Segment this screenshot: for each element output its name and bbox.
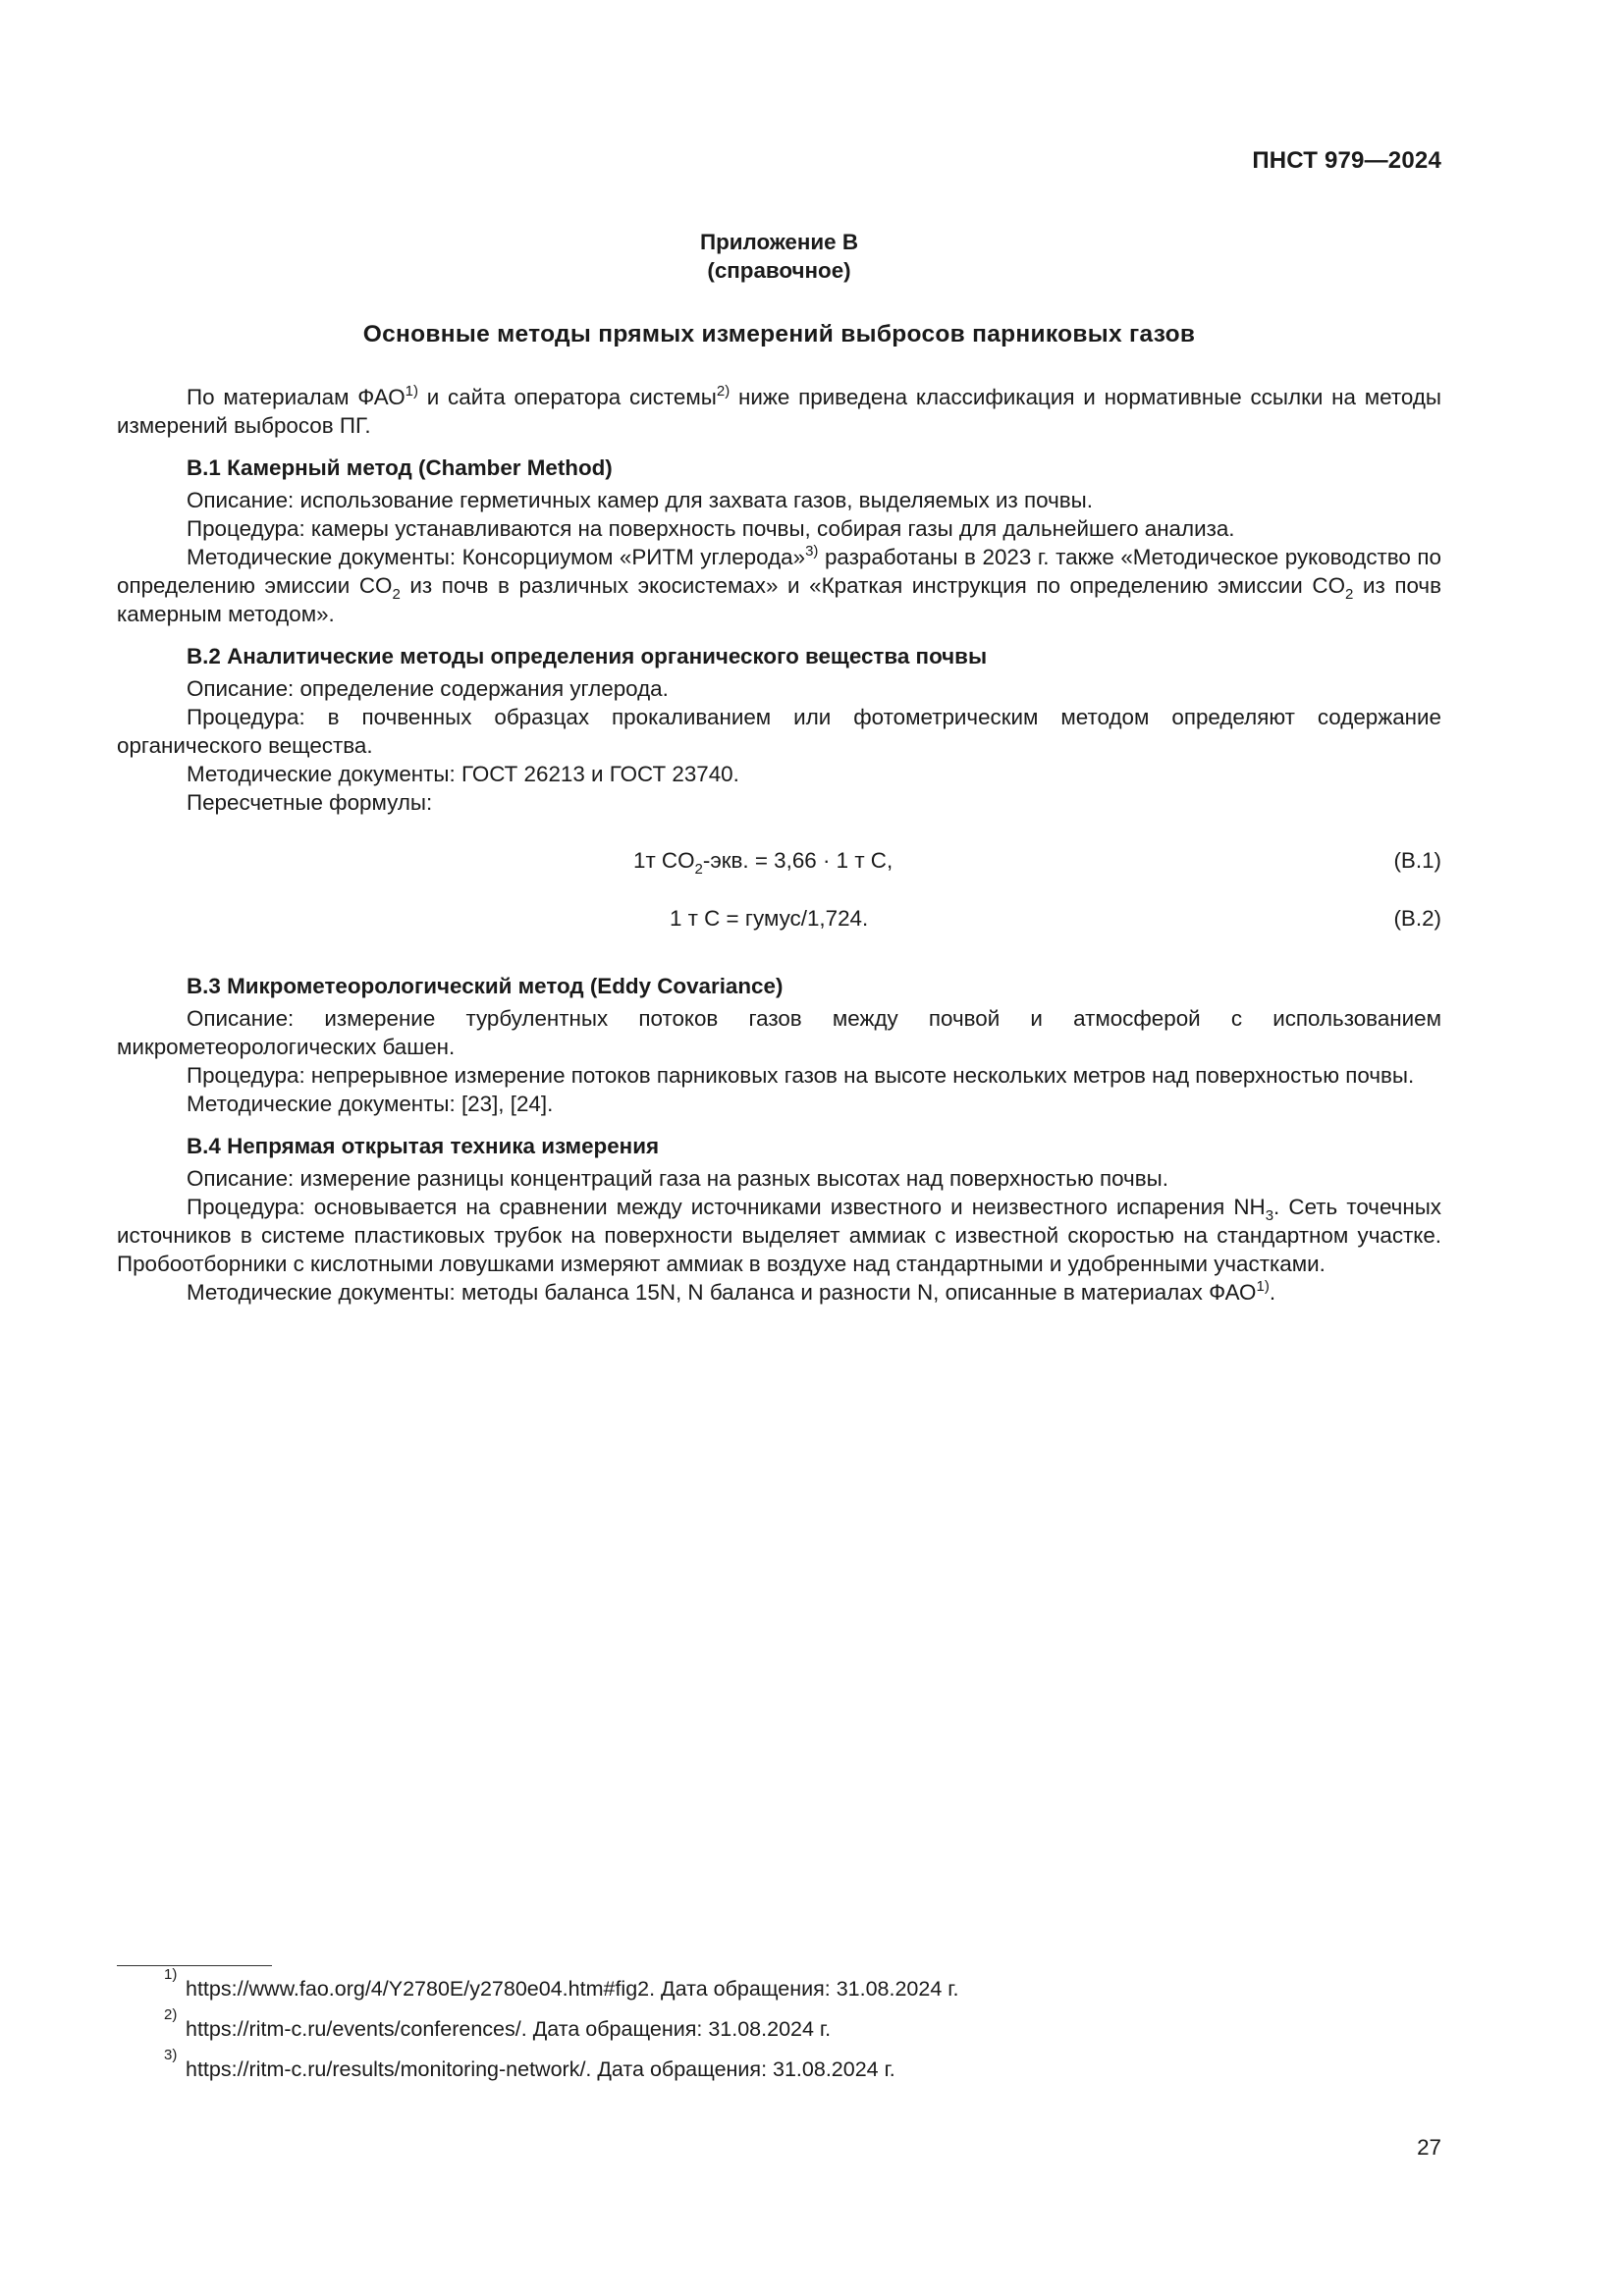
page-title: Основные методы прямых измерений выбросов парниковых газов	[362, 321, 1196, 347]
footnote-1: 1) https://www.fao.org/4/Y2780E/y2780e04.htm#fig2. Дата обращения: 31.08.2024 г.	[164, 1966, 959, 2001]
b2-description: Описание: определение содержания углерода.	[187, 676, 669, 701]
footnote-divider	[117, 1965, 272, 1966]
footnote-ref: 1)	[405, 383, 418, 400]
document-code: ПНСТ 979—2024	[1252, 147, 1441, 174]
formula-number: (В.2)	[1393, 906, 1441, 931]
b3-documents: Методические документы: [23], [24].	[187, 1092, 554, 1116]
b3-description: Описание: измерение турбулентных потоков газов между почвой и атмосферой с использованием микрометеорологических башен.	[117, 1006, 1441, 1059]
b1-procedure: Процедура: камеры устанавливаются на поверхность почвы, собирая газы для дальнейшего анализа.	[187, 516, 1235, 541]
b1-documents	[117, 543, 1441, 628]
b4-procedure-text-1: Процедура: основывается на сравнении между источниками известного и неизвестного испарения NH	[187, 1195, 1266, 1219]
b4-procedure	[117, 1193, 1441, 1278]
formula-expression	[633, 846, 893, 878]
b4-procedure-text-2: . Сеть точечных источников в системе пластиковых трубок на поверхности выделяет аммиак с известной скоростью на стандартном участке. Пробоотборники с кислотными ловушками измеряют аммиак в воздухе над стандартными и удобренными участками.	[117, 1195, 1441, 1276]
subscript: 2	[1345, 586, 1354, 603]
annex-title: Приложение В	[699, 230, 858, 254]
b1-docs-text-3: из почв в различных экосистемах» и «Краткая инструкция по определению эмиссии CO	[400, 573, 1346, 598]
intro-text-2: и сайта оператора системы	[417, 385, 717, 409]
b2-formulas-label: Пересчетные формулы:	[187, 790, 433, 815]
footnotes	[164, 1966, 1442, 2096]
b4-documents	[117, 1278, 1441, 1307]
b4-docs-text-1: Методические документы: методы баланса 15N, N баланса и разности N, описанные в материалах ФАО	[187, 1280, 1257, 1305]
page-number: 27	[1417, 2135, 1441, 2160]
b2-documents: Методические документы: ГОСТ 26213 и ГОСТ 23740.	[187, 762, 739, 786]
subscript: 3	[1265, 1207, 1274, 1224]
body-text	[117, 383, 1441, 1307]
b1-docs-text-2: разработаны в 2023 г. также «Методическое руководство по определению эмиссии CO	[117, 545, 1442, 598]
annex-type: (справочное)	[707, 258, 851, 283]
section-heading-b1: В.1 Камерный метод (Chamber Method)	[187, 455, 613, 480]
section-heading-b4: В.4 Непрямая открытая техника измерения	[187, 1134, 660, 1158]
annex-heading	[117, 228, 1441, 285]
formula-number: (В.1)	[1393, 848, 1441, 873]
intro-text-3: ниже приведена классификация и нормативные ссылки на методы измерений выбросов ПГ.	[117, 385, 1442, 438]
formula-expression: 1 т C = гумус/1,724.	[670, 906, 869, 931]
footnote-ref: 1)	[1256, 1278, 1270, 1295]
footnote-ref: 3)	[805, 543, 819, 560]
subscript: 2	[694, 861, 703, 878]
b3-procedure: Процедура: непрерывное измерение потоков парниковых газов на высоте нескольких метров над поверхностью почвы.	[187, 1063, 1415, 1088]
b1-description: Описание: использование герметичных камер для захвата газов, выделяемых из почвы.	[187, 488, 1093, 512]
b4-description: Описание: измерение разницы концентраций газа на разных высотах над поверхностью почвы.	[187, 1166, 1168, 1191]
formula-text-1: 1т CO	[633, 848, 695, 873]
footnote-link[interactable]: https://ritm-c.ru/events/conferences/. Дата обращения: 31.08.2024 г.	[186, 2017, 832, 2041]
intro-paragraph	[117, 383, 1441, 440]
footnote-3: 3) https://ritm-c.ru/results/monitoring-network/. Дата обращения: 31.08.2024 г.	[164, 2047, 895, 2081]
intro-text-1: По материалам ФАО	[187, 385, 406, 409]
b4-docs-text-2: .	[1269, 1280, 1276, 1305]
footnote-ref: 2)	[716, 383, 731, 400]
footnote-link[interactable]: https://ritm-c.ru/results/monitoring-network/. Дата обращения: 31.08.2024 г.	[186, 2057, 895, 2081]
formula-b1	[117, 846, 1441, 878]
b1-docs-text-1: Методические документы: Консорциумом «РИТМ углерода»	[187, 545, 806, 569]
footnote-2: 2) https://ritm-c.ru/events/conferences/. Дата обращения: 31.08.2024 г.	[164, 2006, 832, 2041]
footnote-link[interactable]: https://www.fao.org/4/Y2780E/y2780e04.htm#fig2. Дата обращения: 31.08.2024 г.	[186, 1977, 959, 2001]
formula-text-2: -экв. = 3,66 · 1 т C,	[702, 848, 893, 873]
section-heading-b2: В.2 Аналитические методы определения органического вещества почвы	[187, 644, 988, 668]
b2-procedure: Процедура: в почвенных образцах прокаливанием или фотометрическим методом определяют содержание органического вещества.	[117, 705, 1441, 758]
subscript: 2	[392, 586, 401, 603]
formula-b2	[117, 904, 1441, 933]
b1-docs-text-4: из почв камерным методом».	[117, 573, 1441, 626]
section-heading-b3: В.3 Микрометеорологический метод (Eddy Covariance)	[187, 974, 784, 998]
